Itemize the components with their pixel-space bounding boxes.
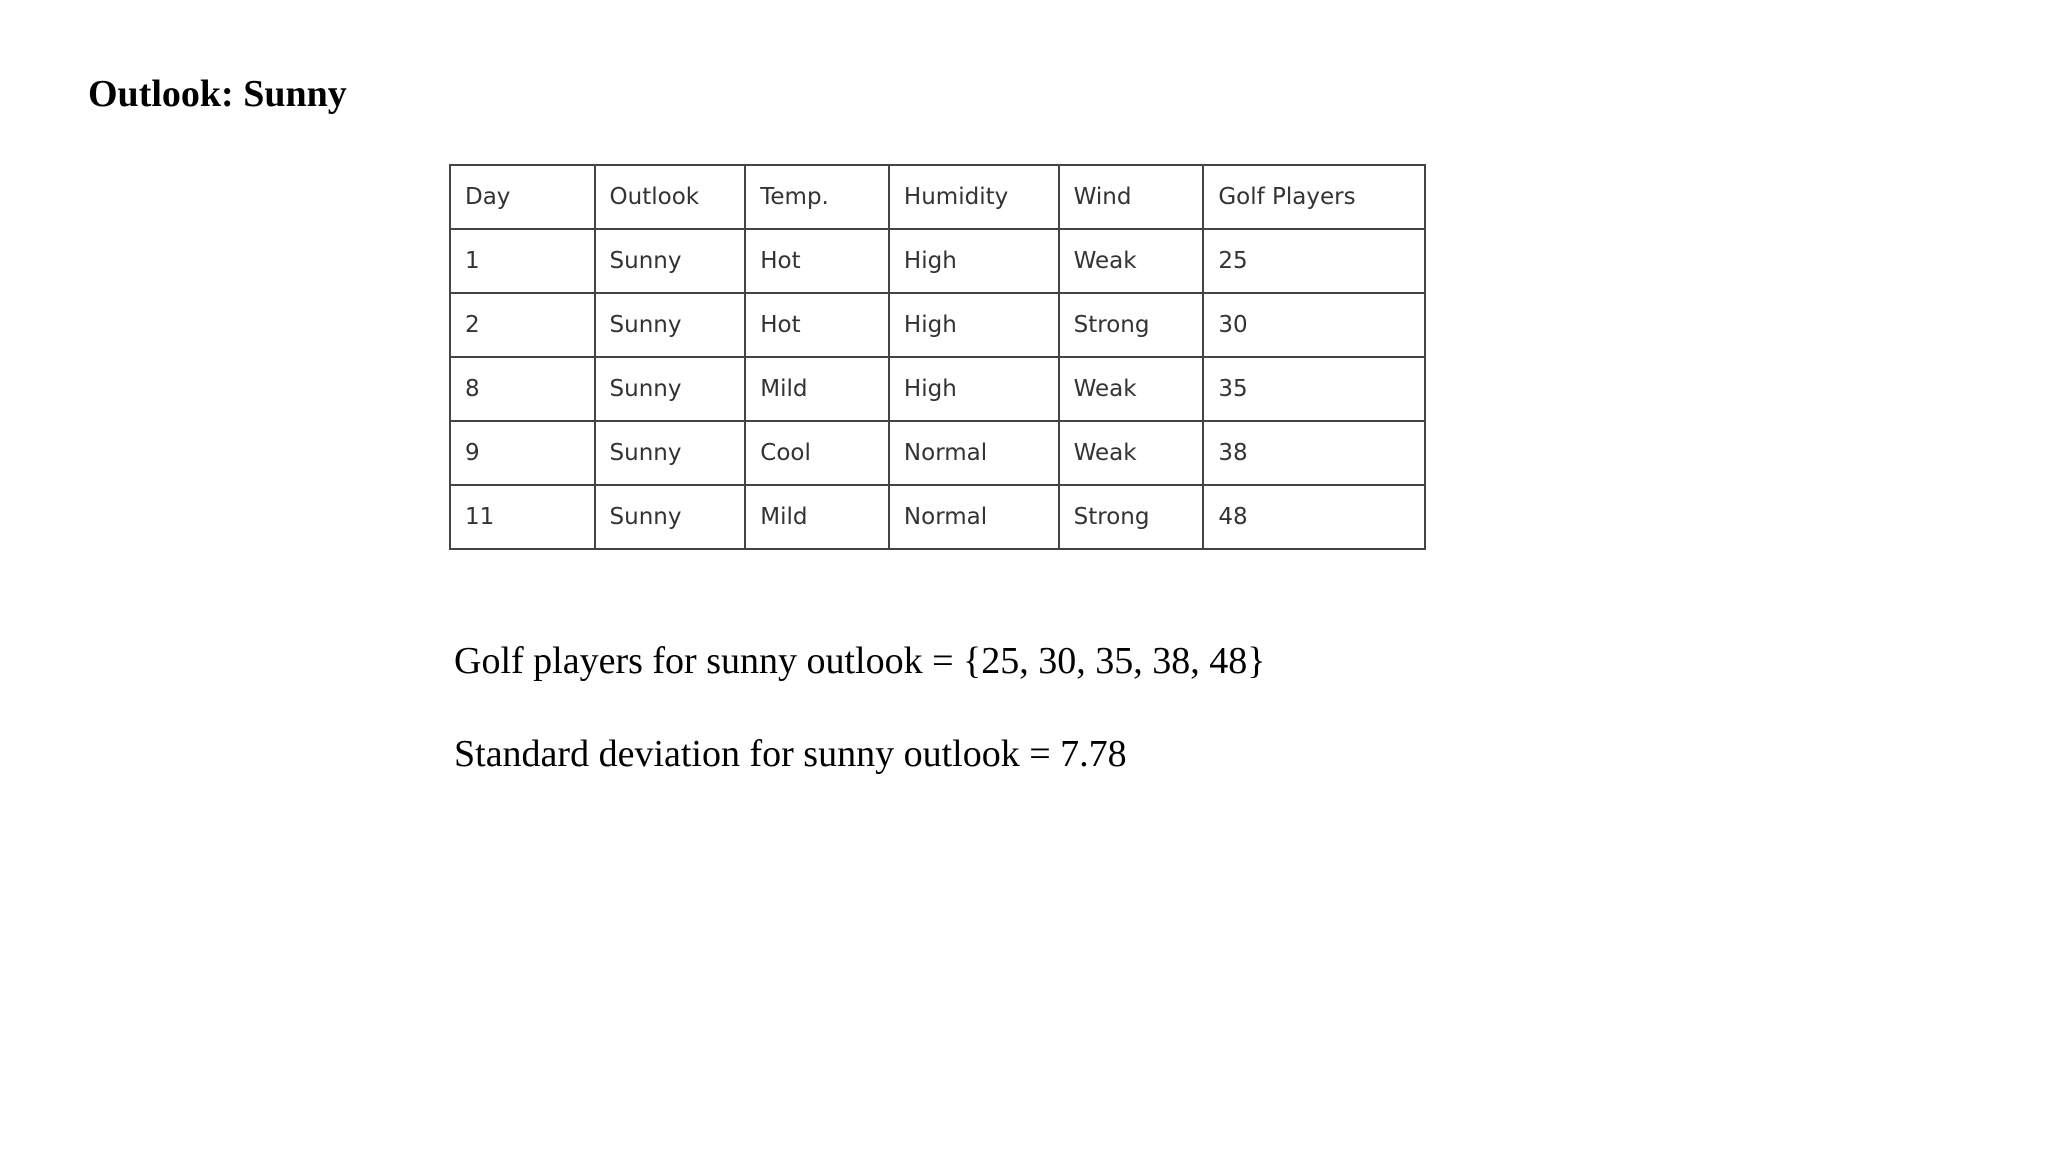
cell-wind: Weak — [1059, 421, 1204, 485]
column-header-humidity: Humidity — [889, 165, 1059, 229]
cell-outlook: Sunny — [595, 357, 746, 421]
cell-humidity: Normal — [889, 485, 1059, 549]
cell-temp: Mild — [745, 357, 889, 421]
cell-outlook: Sunny — [595, 293, 746, 357]
cell-wind: Strong — [1059, 293, 1204, 357]
cell-day: 8 — [450, 357, 595, 421]
cell-wind: Strong — [1059, 485, 1204, 549]
golf-players-set-text: Golf players for sunny outlook = {25, 30, 35, 38, 48} — [454, 640, 1266, 682]
cell-wind: Weak — [1059, 357, 1204, 421]
cell-temp: Hot — [745, 293, 889, 357]
cell-day: 2 — [450, 293, 595, 357]
cell-humidity: High — [889, 357, 1059, 421]
cell-day: 1 — [450, 229, 595, 293]
column-header-temp: Temp. — [745, 165, 889, 229]
table-row — [450, 229, 1425, 293]
cell-temp: Hot — [745, 229, 889, 293]
table-row — [450, 485, 1425, 549]
cell-outlook: Sunny — [595, 421, 746, 485]
column-header-outlook: Outlook — [595, 165, 746, 229]
table-row — [450, 357, 1425, 421]
cell-outlook: Sunny — [595, 229, 746, 293]
cell-day: 11 — [450, 485, 595, 549]
cell-temp: Mild — [745, 485, 889, 549]
cell-golf-players: 30 — [1203, 293, 1425, 357]
sunny-outlook-table — [449, 164, 1426, 550]
cell-golf-players: 25 — [1203, 229, 1425, 293]
cell-humidity: High — [889, 229, 1059, 293]
table-row — [450, 293, 1425, 357]
cell-golf-players: 48 — [1203, 485, 1425, 549]
cell-golf-players: 35 — [1203, 357, 1425, 421]
column-header-day: Day — [450, 165, 595, 229]
standard-deviation-text: Standard deviation for sunny outlook = 7.78 — [454, 733, 1127, 775]
page-title: Outlook: Sunny — [88, 73, 347, 115]
cell-humidity: Normal — [889, 421, 1059, 485]
cell-humidity: High — [889, 293, 1059, 357]
cell-day: 9 — [450, 421, 595, 485]
column-header-golf-players: Golf Players — [1203, 165, 1425, 229]
cell-outlook: Sunny — [595, 485, 746, 549]
table-header-row — [450, 165, 1425, 229]
cell-golf-players: 38 — [1203, 421, 1425, 485]
cell-temp: Cool — [745, 421, 889, 485]
cell-wind: Weak — [1059, 229, 1204, 293]
column-header-wind: Wind — [1059, 165, 1204, 229]
table-row — [450, 421, 1425, 485]
